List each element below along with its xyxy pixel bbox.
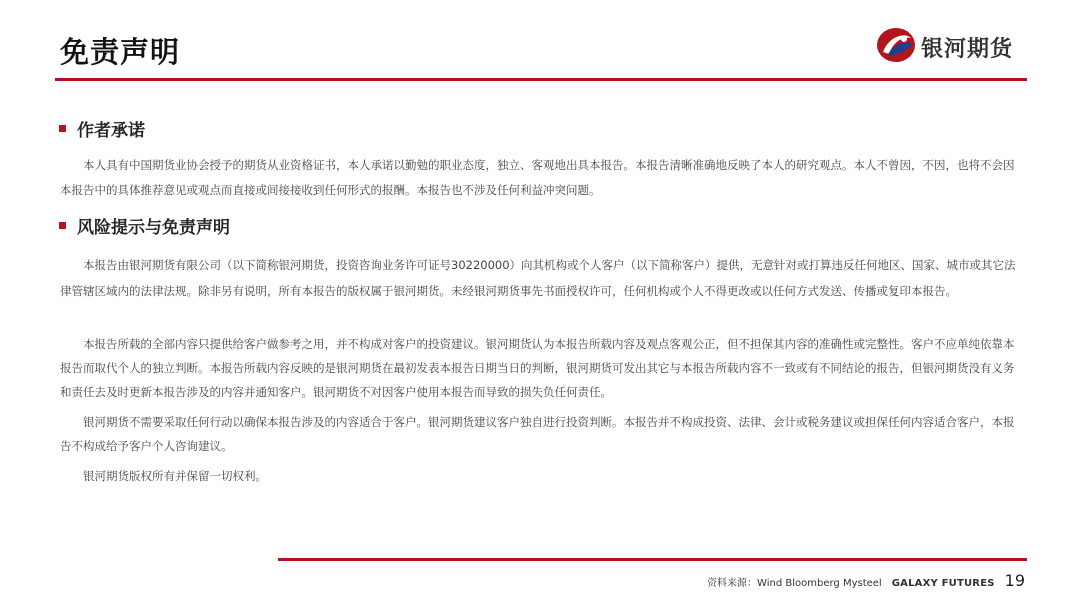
paragraph: 本报告所载的全部内容只提供给客户做参考之用，并不构成对客户的投资建议。银河期货认为本报告所载内容及观点客观公正，但不担保其内容的准确性或完整性。客户不应单纯依靠本报告而取代个人的独立判断。本报告所载内容反映的是银河期货在最初发表本报告日期当日的判断，银河期货可发出其它与本报告所载内容不一致或有不同结论的报告，但银河期货没有义务和责任去及时更新本报告涉及的内容并通知客户。银河期货不对因客户使用本报告而导致的损失负任何责任。 xyxy=(60,337,1015,399)
page-title: 免责声明 xyxy=(60,35,181,69)
galaxy-logo-icon xyxy=(875,26,917,68)
company-logo xyxy=(875,26,1013,68)
paragraph: 银河期货版权所有并保留一切权利。 xyxy=(83,469,267,483)
source-note: 资料来源：Wind Bloomberg Mysteel xyxy=(707,578,882,589)
logo-text: 银河期货 xyxy=(921,36,1014,62)
section-heading-label: 作者承诺 xyxy=(77,121,145,141)
header-divider xyxy=(55,78,1027,81)
footer xyxy=(707,571,1025,590)
section-heading-risk xyxy=(59,213,230,238)
square-bullet-icon xyxy=(59,125,66,132)
section-heading-author xyxy=(59,116,145,141)
section-heading-label: 风险提示与免责声明 xyxy=(77,218,230,238)
footer-divider xyxy=(278,558,1027,561)
paragraph: 本人具有中国期货业协会授予的期货从业资格证书，本人承诺以勤勉的职业态度，独立、客观地出具本报告。本报告清晰准确地反映了本人的研究观点。本人不曾因，不因，也将不会因本报告中的具体推荐意见或观点而直接或间接接收到任何形式的报酬。本报告也不涉及任何利益冲突问题。 xyxy=(60,158,1015,197)
paragraph: 银河期货不需要采取任何行动以确保本报告涉及的内容适合于客户。银河期货建议客户独自进行投资判断。本报告并不构成投资、法律、会计或税务建议或担保任何内容适合客户，本报告不构成给予客户个人咨询建议。 xyxy=(60,415,1015,453)
paragraph: 本报告由银河期货有限公司（以下简称银河期货，投资咨询业务许可证号30220000）向其机构或个人客户（以下简称客户）提供，无意针对或打算违反任何地区、国家、城市或其它法律管辖区域内的法律法规。除非另有说明，所有本报告的版权属于银河期货。未经银河期货事先书面授权许可，任何机构或个人不得更改或以任何方式发送、传播或复印本报告。 xyxy=(60,258,1016,298)
page-number: 19 xyxy=(1004,571,1025,590)
brand-name-en: GALAXY FUTURES xyxy=(891,578,995,589)
square-bullet-icon xyxy=(59,222,66,229)
